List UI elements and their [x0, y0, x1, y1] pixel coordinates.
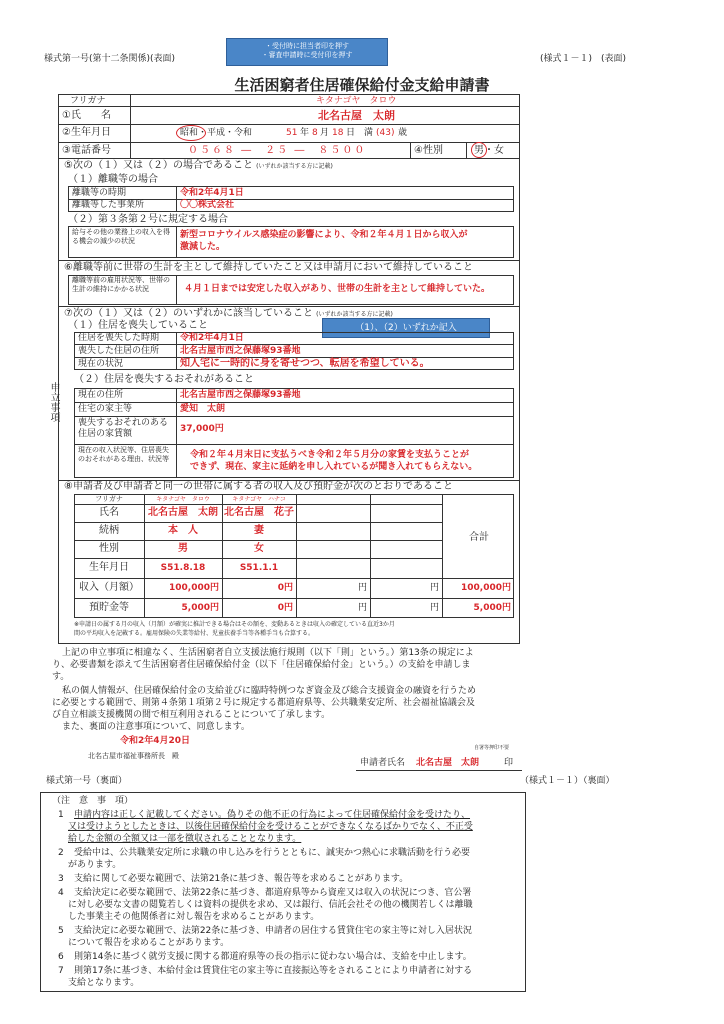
p2-gender: 女: [254, 543, 264, 554]
s8-footnote-1: ※申請日の属する月の収入（月額）が確実に推計できる場合はその額を、変動あるときは収入の確定している直近3か月: [74, 621, 395, 628]
p1-relation: 本 人: [168, 525, 198, 536]
decl-stamp-note: 自署等押印不要: [474, 745, 510, 751]
furigana-label: フリガナ: [70, 96, 106, 106]
p1-name: 北名古屋 太朗: [148, 507, 218, 518]
p3-savings-yen: 円: [357, 603, 367, 613]
s6-label: 離職等前の雇用状況等、世帯の生計の維持にかかる状況: [72, 276, 170, 293]
n2-line1: 受給中は、公共職業安定所に求職の申し込みを行うとともに、誠実かつ熱心に求職活動を行う必要: [74, 848, 471, 858]
col-savings: 預貯金等: [89, 602, 129, 613]
n7-num: 7: [58, 966, 64, 976]
s7-r5-value: 愛知 太朗: [180, 404, 226, 414]
applicant-sign-value: 北名古屋 太朗: [416, 758, 480, 768]
s7-r7-value-2: できず、現在、家主に延納を申し入れているが聞き入れてもらえない。: [190, 462, 478, 472]
section7-heading-note: (いずれか該当する方に記載): [316, 311, 393, 318]
s7-r1-value: 令和2年4月1日: [180, 333, 244, 343]
age-prefix: 満: [364, 128, 374, 138]
col-name: 氏名: [99, 507, 119, 518]
name-value: 北名古屋 太朗: [318, 109, 395, 122]
birth-nen: 年: [300, 128, 310, 138]
section5-sub1: （１）離職等の場合: [68, 174, 158, 185]
col-furigana: フリガナ: [95, 495, 123, 503]
n7-line2: 支給となります。: [68, 978, 140, 988]
name-label: ①氏 名: [62, 110, 111, 121]
total-income: 100,000円: [461, 583, 511, 593]
phone-label: ③電話番号: [62, 145, 111, 156]
n3-num: 3: [58, 874, 64, 884]
n6-num: 6: [58, 952, 64, 962]
birth-month: 8: [312, 128, 318, 138]
n5-line2: について報告を求めることがあります。: [68, 938, 230, 948]
s7-r7-value-1: 令和２年４月末日に支払うべき令和２年５月分の家賃を支払うことが: [190, 450, 470, 460]
decl-addressee: 北名古屋市福祉事務所長 殿: [88, 752, 179, 760]
birth-year: 51: [286, 128, 298, 138]
p2-name: 北名古屋 花子: [224, 507, 294, 518]
s7-r2-label: 喪失した住居の住所: [78, 346, 160, 356]
p1-income: 100,000円: [169, 583, 219, 593]
back-form-label-left: 様式第一号（裏面）: [46, 776, 128, 786]
n4-line3: した事業主その他関係者に対し報告を求めることがあります。: [68, 912, 320, 922]
s7-r7-label: 現在の収入状況等、住居喪失のおそれがある理由、状況等: [78, 446, 169, 463]
s6-value: ４月１日までは安定した収入があり、世帯の生計を主として維持していた。: [184, 284, 491, 294]
n3-line1: 支給に関して必要な範囲で、法第21条に基づき、報告等を求めることがあります。: [74, 874, 409, 884]
n4-line2: に対し必要な文書の閲覧若しくは資料の提供を求め、又は銀行、信託会社その他の機関若しくは離職: [68, 900, 473, 910]
p1-gender: 男: [178, 543, 188, 554]
side-label: [46, 382, 60, 426]
section7-heading-text: ⑦次の（１）又は（２）のいずれかに該当していること: [64, 308, 313, 319]
p4-income-yen: 円: [429, 583, 439, 593]
s5-r3-label: 給与その他の業務上の収入を得る機会の減少の状況: [72, 228, 170, 245]
n1-line3: 給した金額の全額又は一部を徴収されることとなります。: [68, 834, 302, 844]
s5-r1-label: 離職等の時期: [72, 188, 127, 198]
section5-heading-note: (いずれか該当する方に記載): [256, 163, 333, 170]
s7-r3-value: 知人宅に一時的に身を寄せつつ、転居を希望している。: [180, 358, 430, 369]
col-income: 収入（月額）: [79, 582, 139, 593]
back-form-label-right: （様式１－１）（裏面）: [520, 776, 615, 786]
furigana-value: キタナゴヤ タロウ: [316, 96, 397, 106]
section5-heading: [64, 160, 333, 172]
form-label-left: 様式第一号(第十二条関係)(表面): [44, 54, 176, 64]
section8-heading: ⑧申請者及び申請者と同一の世帯に属する者の収入及び預貯金が次のとおりであること: [64, 481, 453, 492]
p1-savings: 5,000円: [181, 603, 219, 613]
reception-note: [226, 38, 388, 66]
col-total: 合計: [469, 532, 489, 543]
birth-tsuki: 月: [320, 128, 330, 138]
n5-line1: 支給決定に必要な範囲で、法第22条に基づき、申請者の居住する賃貸住宅の家主等に対し入居状況: [74, 926, 472, 936]
s7-r6-value: 37,000円: [180, 424, 224, 434]
p1-furigana: キタナゴヤ タロウ: [156, 496, 210, 503]
col-birth: 生年月日: [89, 562, 129, 573]
p4-savings-yen: 円: [429, 603, 439, 613]
n1-num: 1: [58, 810, 64, 820]
decl-p2-2: に必要とする範囲で、則第４条第１項第２号に規定する都道府県等、公共職業安定所、社会福祉協議会及: [52, 698, 475, 708]
decl-p2-3: び自立相談支援機関の間で相互利用されることについて了承します。: [52, 710, 331, 720]
total-savings: 5,000円: [473, 603, 511, 613]
s5-r2-value: 〇〇株式会社: [180, 200, 235, 210]
n4-line1: 支給決定に必要な範囲で、法第22条に基づき、都道府県等から資産又は収入の状況につき、官公署: [74, 888, 472, 898]
decl-p1-2: り、必要書類を添えて生活困窮者住居確保給付金（以下「住居確保給付金」という。）の支給を申請しま: [52, 660, 471, 670]
side-label-text: 申立事項: [48, 382, 59, 422]
decl-p1-1: 上記の申立事項に相違なく、生活困窮者自立支援法施行規則（以下「則」という。）第13条の規定によ: [62, 648, 474, 658]
section7-sub2: （２）住居を喪失するおそれがあること: [74, 374, 254, 385]
p2-birth: S51.1.1: [239, 563, 279, 573]
p2-relation: 妻: [254, 525, 264, 536]
p2-income: 0円: [277, 583, 293, 593]
s7-r3-label: 現在の状況: [78, 359, 124, 369]
n1-line1: 申請内容は正しく記載してください。偽りその他不正の行為によって住居確保給付金を受けたり、: [74, 810, 471, 820]
n2-line2: があります。: [68, 860, 122, 870]
n1-line2: 又は受けようとしたときは、以後住居確保給付金を受けることができなくなるばかりでなく、不正受: [68, 822, 473, 832]
s7-r6-label: 喪失するおそれのある住居の家賃額: [78, 418, 169, 439]
s7-r2-value: 北名古屋市西之保藤塚93番地: [180, 346, 301, 356]
section6-heading: ⑥離職等前に世帯の生計を主として維持していたこと又は申請月において維持していること: [64, 262, 473, 273]
decl-p3: また、裏面の注意事項について、同意します。: [62, 722, 250, 732]
birth-day: 18: [332, 128, 344, 138]
s5-r1-value: 令和2年4月1日: [180, 188, 244, 198]
decl-p2-1: 私の個人情報が、住居確保給付金の支給並びに臨時特例つなぎ資金及び総合支援資金の融資を行うため: [62, 686, 477, 696]
n5-num: 5: [58, 926, 64, 936]
n7-line1: 則第17条に基づき、本給付金は賃貸住宅の家主等に直接振込等をされることにより申請者に対する: [74, 966, 473, 976]
page-title: 生活困窮者住居確保給付金支給申請書: [234, 76, 490, 94]
col-gender: 性別: [99, 543, 119, 554]
s7-r5-label: 住宅の家主等: [78, 404, 133, 414]
era-options: 昭和・平成・令和: [180, 128, 253, 138]
birth-label: ②生年月日: [62, 127, 111, 138]
applicant-sign-label: 申請者氏名: [360, 758, 406, 768]
age-suffix: 歳: [398, 128, 408, 138]
col-relation: 続柄: [99, 525, 119, 536]
s8-footnote-2: 間の平均収入を記載する。雇用保険の失業等給付、児童扶養手当等各種手当も合算する。: [74, 630, 315, 637]
notes-title: （注 意 事 項）: [52, 796, 134, 806]
section5-heading-text: ⑤次の（１）又は（２）の場合であること: [64, 160, 253, 171]
p1-birth: S51.8.18: [160, 563, 206, 573]
n2-num: 2: [58, 848, 64, 858]
birth-hi: 日: [346, 128, 356, 138]
form-label-right: (様式１－１) (表面): [540, 54, 627, 64]
age-value: (43): [376, 128, 395, 138]
s5-r3-value-2: 激減した。: [180, 242, 226, 252]
n6-line1: 則第14条に基づく就労支援に関する都道府県等の長の指示に従わない場合は、支給を中止します。: [74, 952, 472, 962]
s7-r4-label: 現在の住所: [78, 390, 124, 400]
s5-r2-label: 離職等した事業所: [72, 200, 145, 210]
note-line-1: ・受付時に担当者印を押す: [265, 42, 349, 50]
section5-sub2: （２）第３条第２号に規定する場合: [68, 214, 228, 225]
s7-r1-label: 住居を喪失した時期: [78, 333, 160, 343]
p2-furigana: キタナゴヤ ハナコ: [232, 496, 286, 503]
note-line-2: ・審査申請時に受付印を押す: [261, 51, 353, 59]
decl-p1-3: す。: [52, 672, 70, 682]
phone-value: ０５６８ ― ２５ ― ８５００: [188, 145, 367, 156]
n4-num: 4: [58, 888, 64, 898]
s5-r3-value-1: 新型コロナウイルス感染症の影響により、令和２年４月１日から収入が: [180, 230, 468, 240]
p2-savings: 0円: [277, 603, 293, 613]
decl-date: 令和2年4月20日: [120, 736, 191, 746]
section7-badge: （1）、（2）いずれか記入: [322, 318, 490, 338]
seal-mark: 印: [504, 758, 514, 768]
gender-options: 男・女: [474, 145, 504, 156]
p3-income-yen: 円: [357, 583, 367, 593]
s7-r4-value: 北名古屋市西之保藤塚93番地: [180, 390, 301, 400]
section7-sub1: （１）住居を喪失していること: [68, 320, 208, 331]
gender-label: ④性別: [414, 145, 443, 156]
